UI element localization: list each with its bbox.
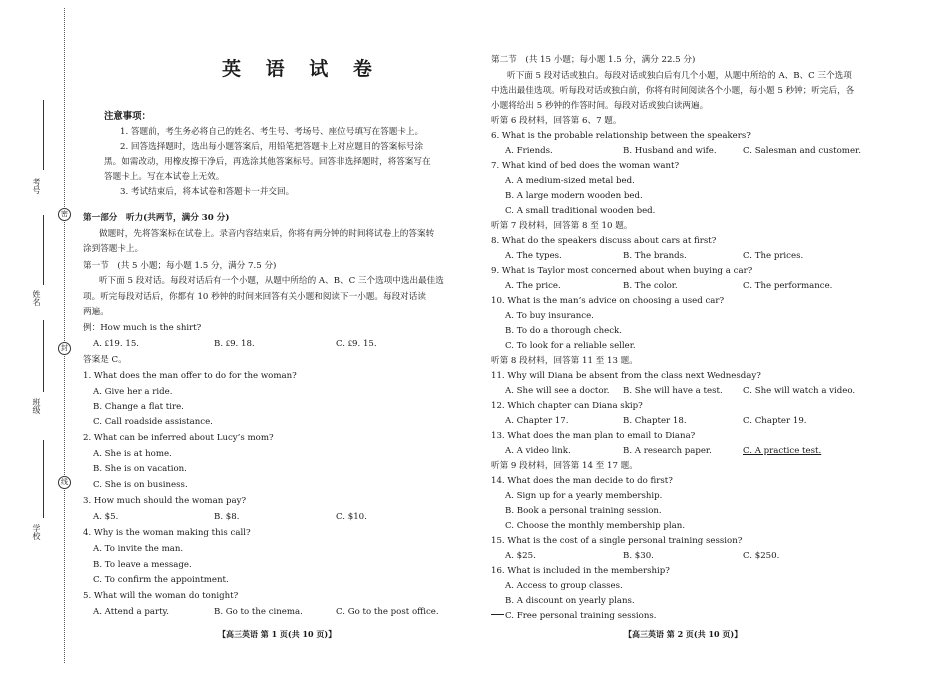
question-7: 7. What kind of bed does the woman want? xyxy=(491,161,680,171)
notice-line-1: 1. 答题前，考生务必将自己的姓名、考生号、考场号、座位号填写在答题卡上。 xyxy=(120,127,424,137)
question-3: 3. How much should the woman pay? xyxy=(83,496,247,506)
question-1: 1. What does the man offer to do for the woman? xyxy=(83,371,297,381)
notice-line-3: 黑。如需改动，用橡皮擦干净后，再选涂其他答案标号。回答非选择题时，将答案写在 xyxy=(104,157,431,167)
binding-dotted-line xyxy=(64,8,65,663)
q16-option-c: C. Free personal training sessions. xyxy=(505,611,657,621)
q13-option-c: C. A practice test. xyxy=(743,446,822,456)
q8-option-a: A. The types. xyxy=(505,251,562,261)
q11-option-a: A. She will see a doctor. xyxy=(505,386,610,396)
q14-option-b: B. Book a personal training session. xyxy=(505,506,662,516)
question-16: 16. What is included in the membership? xyxy=(491,566,670,576)
exam-number-label: 考号 xyxy=(32,178,41,194)
question-15: 15. What is the cost of a single personal training session? xyxy=(491,536,743,546)
q16-option-a: A. Access to group classes. xyxy=(505,581,623,591)
q5-option-a: A. Attend a party. xyxy=(93,607,169,617)
question-6: 6. What is the probable relationship between the speakers? xyxy=(491,131,751,141)
material-6: 听第 6 段材料，回答第 6、7 题。 xyxy=(491,116,622,126)
question-8: 8. What do the speakers discuss about cars at first? xyxy=(491,236,717,246)
q12-option-b: B. Chapter 18. xyxy=(623,416,687,426)
material-8: 听第 8 段材料，回答第 11 至 13 题。 xyxy=(491,356,638,366)
example-option-a: A. ₤19. 15. xyxy=(93,339,140,349)
material-9: 听第 9 段材料，回答第 14 至 17 题。 xyxy=(491,461,638,471)
q5-option-c: C. Go to the post office. xyxy=(336,607,439,617)
q2-option-c: C. She is on business. xyxy=(93,480,188,490)
q10-option-a: A. To buy insurance. xyxy=(505,311,594,321)
example-option-b: B. ₤9. 18. xyxy=(214,339,255,349)
name-label: 姓名 xyxy=(32,290,41,306)
exam-number-line xyxy=(43,100,44,170)
notice-line-5: 3. 考试结束后，将本试卷和答题卡一并交回。 xyxy=(120,187,295,197)
q9-option-c: C. The performance. xyxy=(743,281,833,291)
handwritten-underline xyxy=(491,614,504,615)
q8-option-c: C. The prices. xyxy=(743,251,804,261)
question-11: 11. Why will Diana be absent from the class next Wednesday? xyxy=(491,371,761,381)
q4-option-b: B. To leave a message. xyxy=(93,560,192,570)
part1-intro-2: 涂到答题卡上。 xyxy=(83,244,144,254)
section1-intro-1: 听下面 5 段对话。每段对话后有一个小题，从题中所给的 A、B、C 三个选项中选出最佳选 xyxy=(99,276,444,286)
q11-option-b: B. She will have a test. xyxy=(623,386,723,396)
q13-option-a: A. A video link. xyxy=(505,446,571,456)
q12-option-c: C. Chapter 19. xyxy=(743,416,807,426)
question-2: 2. What can be inferred about Lucy’s mom? xyxy=(83,433,274,443)
q4-option-c: C. To confirm the appointment. xyxy=(93,575,229,585)
part1-intro-1: 做题时，先将答案标在试卷上。录音内容结束后，你将有两分钟的时间将试卷上的答案转 xyxy=(99,229,435,239)
section2-intro-3: 小题将给出 5 秒钟的作答时间。每段对话或独白读两遍。 xyxy=(491,101,709,111)
section2-intro-2: 中选出最佳选项。听每段对话或独白前，你将有时间阅读各个小题，每小题 5 秒钟；听完后，各 xyxy=(491,86,855,96)
name-line xyxy=(43,215,44,285)
seal-mark-mi: 密 xyxy=(58,208,71,221)
q15-option-c: C. $250. xyxy=(743,551,780,561)
q6-option-c: C. Salesman and customer. xyxy=(743,146,861,156)
question-12: 12. Which chapter can Diana skip? xyxy=(491,401,643,411)
material-7: 听第 7 段材料，回答第 8 至 10 题。 xyxy=(491,221,633,231)
q15-option-b: B. $30. xyxy=(623,551,654,561)
question-4: 4. Why is the woman making this call? xyxy=(83,528,251,538)
q9-option-b: B. The color. xyxy=(623,281,678,291)
page-title: 英 语 试 卷 xyxy=(222,58,381,80)
q16-option-b: B. A discount on yearly plans. xyxy=(505,596,635,606)
notice-line-4: 答题卡上。写在本试卷上无效。 xyxy=(104,172,225,182)
q7-option-a: A. A medium-sized metal bed. xyxy=(505,176,635,186)
notice-line-2: 2. 回答选择题时，选出每小题答案后，用铅笔把答题卡上对应题目的答案标号涂 xyxy=(120,142,424,152)
question-9: 9. What is Taylor most concerned about when buying a car? xyxy=(491,266,753,276)
example-answer: 答案是 C。 xyxy=(83,355,127,365)
q15-option-a: A. $25. xyxy=(505,551,536,561)
class-label: 班级 xyxy=(32,398,41,414)
q8-option-b: B. The brands. xyxy=(623,251,687,261)
q6-option-a: A. Friends. xyxy=(505,146,553,156)
example-question: 例：How much is the shirt? xyxy=(83,323,202,333)
question-5: 5. What will the woman do tonight? xyxy=(83,591,239,601)
question-13: 13. What does the man plan to email to Diana? xyxy=(491,431,696,441)
q7-option-c: C. A small traditional wooden bed. xyxy=(505,206,656,216)
q9-option-a: A. The price. xyxy=(505,281,561,291)
q3-option-a: A. $5. xyxy=(93,512,119,522)
q14-option-c: C. Choose the monthly membership plan. xyxy=(505,521,686,531)
example-option-c: C. ₤9. 15. xyxy=(336,339,377,349)
school-line xyxy=(43,440,44,518)
class-line xyxy=(43,320,44,392)
q10-option-c: C. To look for a reliable seller. xyxy=(505,341,636,351)
q10-option-b: B. To do a thorough check. xyxy=(505,326,622,336)
q11-option-c: C. She will watch a video. xyxy=(743,386,856,396)
seal-mark-xian: 线 xyxy=(58,476,71,489)
question-10: 10. What is the man’s advice on choosing a used car? xyxy=(491,296,725,306)
q6-option-b: B. Husband and wife. xyxy=(623,146,717,156)
notice-title: 注意事项： xyxy=(104,111,151,122)
section1-intro-3: 两遍。 xyxy=(83,307,109,317)
section1-intro-2: 项。听完每段对话后，你都有 10 秒钟的时间来回答有关小题和阅读下一小题。每段对话读 xyxy=(83,292,426,302)
q4-option-a: A. To invite the man. xyxy=(93,544,184,554)
q5-option-b: B. Go to the cinema. xyxy=(214,607,303,617)
q1-option-a: A. Give her a ride. xyxy=(93,387,173,397)
q2-option-a: A. She is at home. xyxy=(93,449,172,459)
q14-option-a: A. Sign up for a yearly membership. xyxy=(505,491,663,501)
part1-heading: 第一部分 听力(共两节，满分 30 分) xyxy=(83,213,230,223)
school-label: 学校 xyxy=(32,524,41,540)
section2-intro-1: 听下面 5 段对话或独白。每段对话或独白后有几个小题，从题中所给的 A、B、C 三个选项 xyxy=(507,71,852,81)
q7-option-b: B. A large modern wooden bed. xyxy=(505,191,643,201)
section2-heading: 第二节 (共 15 小题；每小题 1.5 分，满分 22.5 分) xyxy=(491,55,696,65)
q3-option-c: C. $10. xyxy=(336,512,367,522)
q1-option-b: B. Change a flat tire. xyxy=(93,402,184,412)
q13-option-b: B. A research paper. xyxy=(623,446,712,456)
q2-option-b: B. She is on vacation. xyxy=(93,464,187,474)
q1-option-c: C. Call roadside assistance. xyxy=(93,417,213,427)
section1-heading: 第一节 (共 5 小题；每小题 1.5 分，满分 7.5 分) xyxy=(83,261,277,271)
seal-mark-feng: 封 xyxy=(58,342,71,355)
question-14: 14. What does the man decide to do first? xyxy=(491,476,673,486)
q3-option-b: B. $8. xyxy=(214,512,240,522)
q12-option-a: A. Chapter 17. xyxy=(505,416,569,426)
page2-footer: 【高三英语 第 2 页(共 10 页)】 xyxy=(624,629,743,639)
page1-footer: 【高三英语 第 1 页(共 10 页)】 xyxy=(218,629,337,639)
